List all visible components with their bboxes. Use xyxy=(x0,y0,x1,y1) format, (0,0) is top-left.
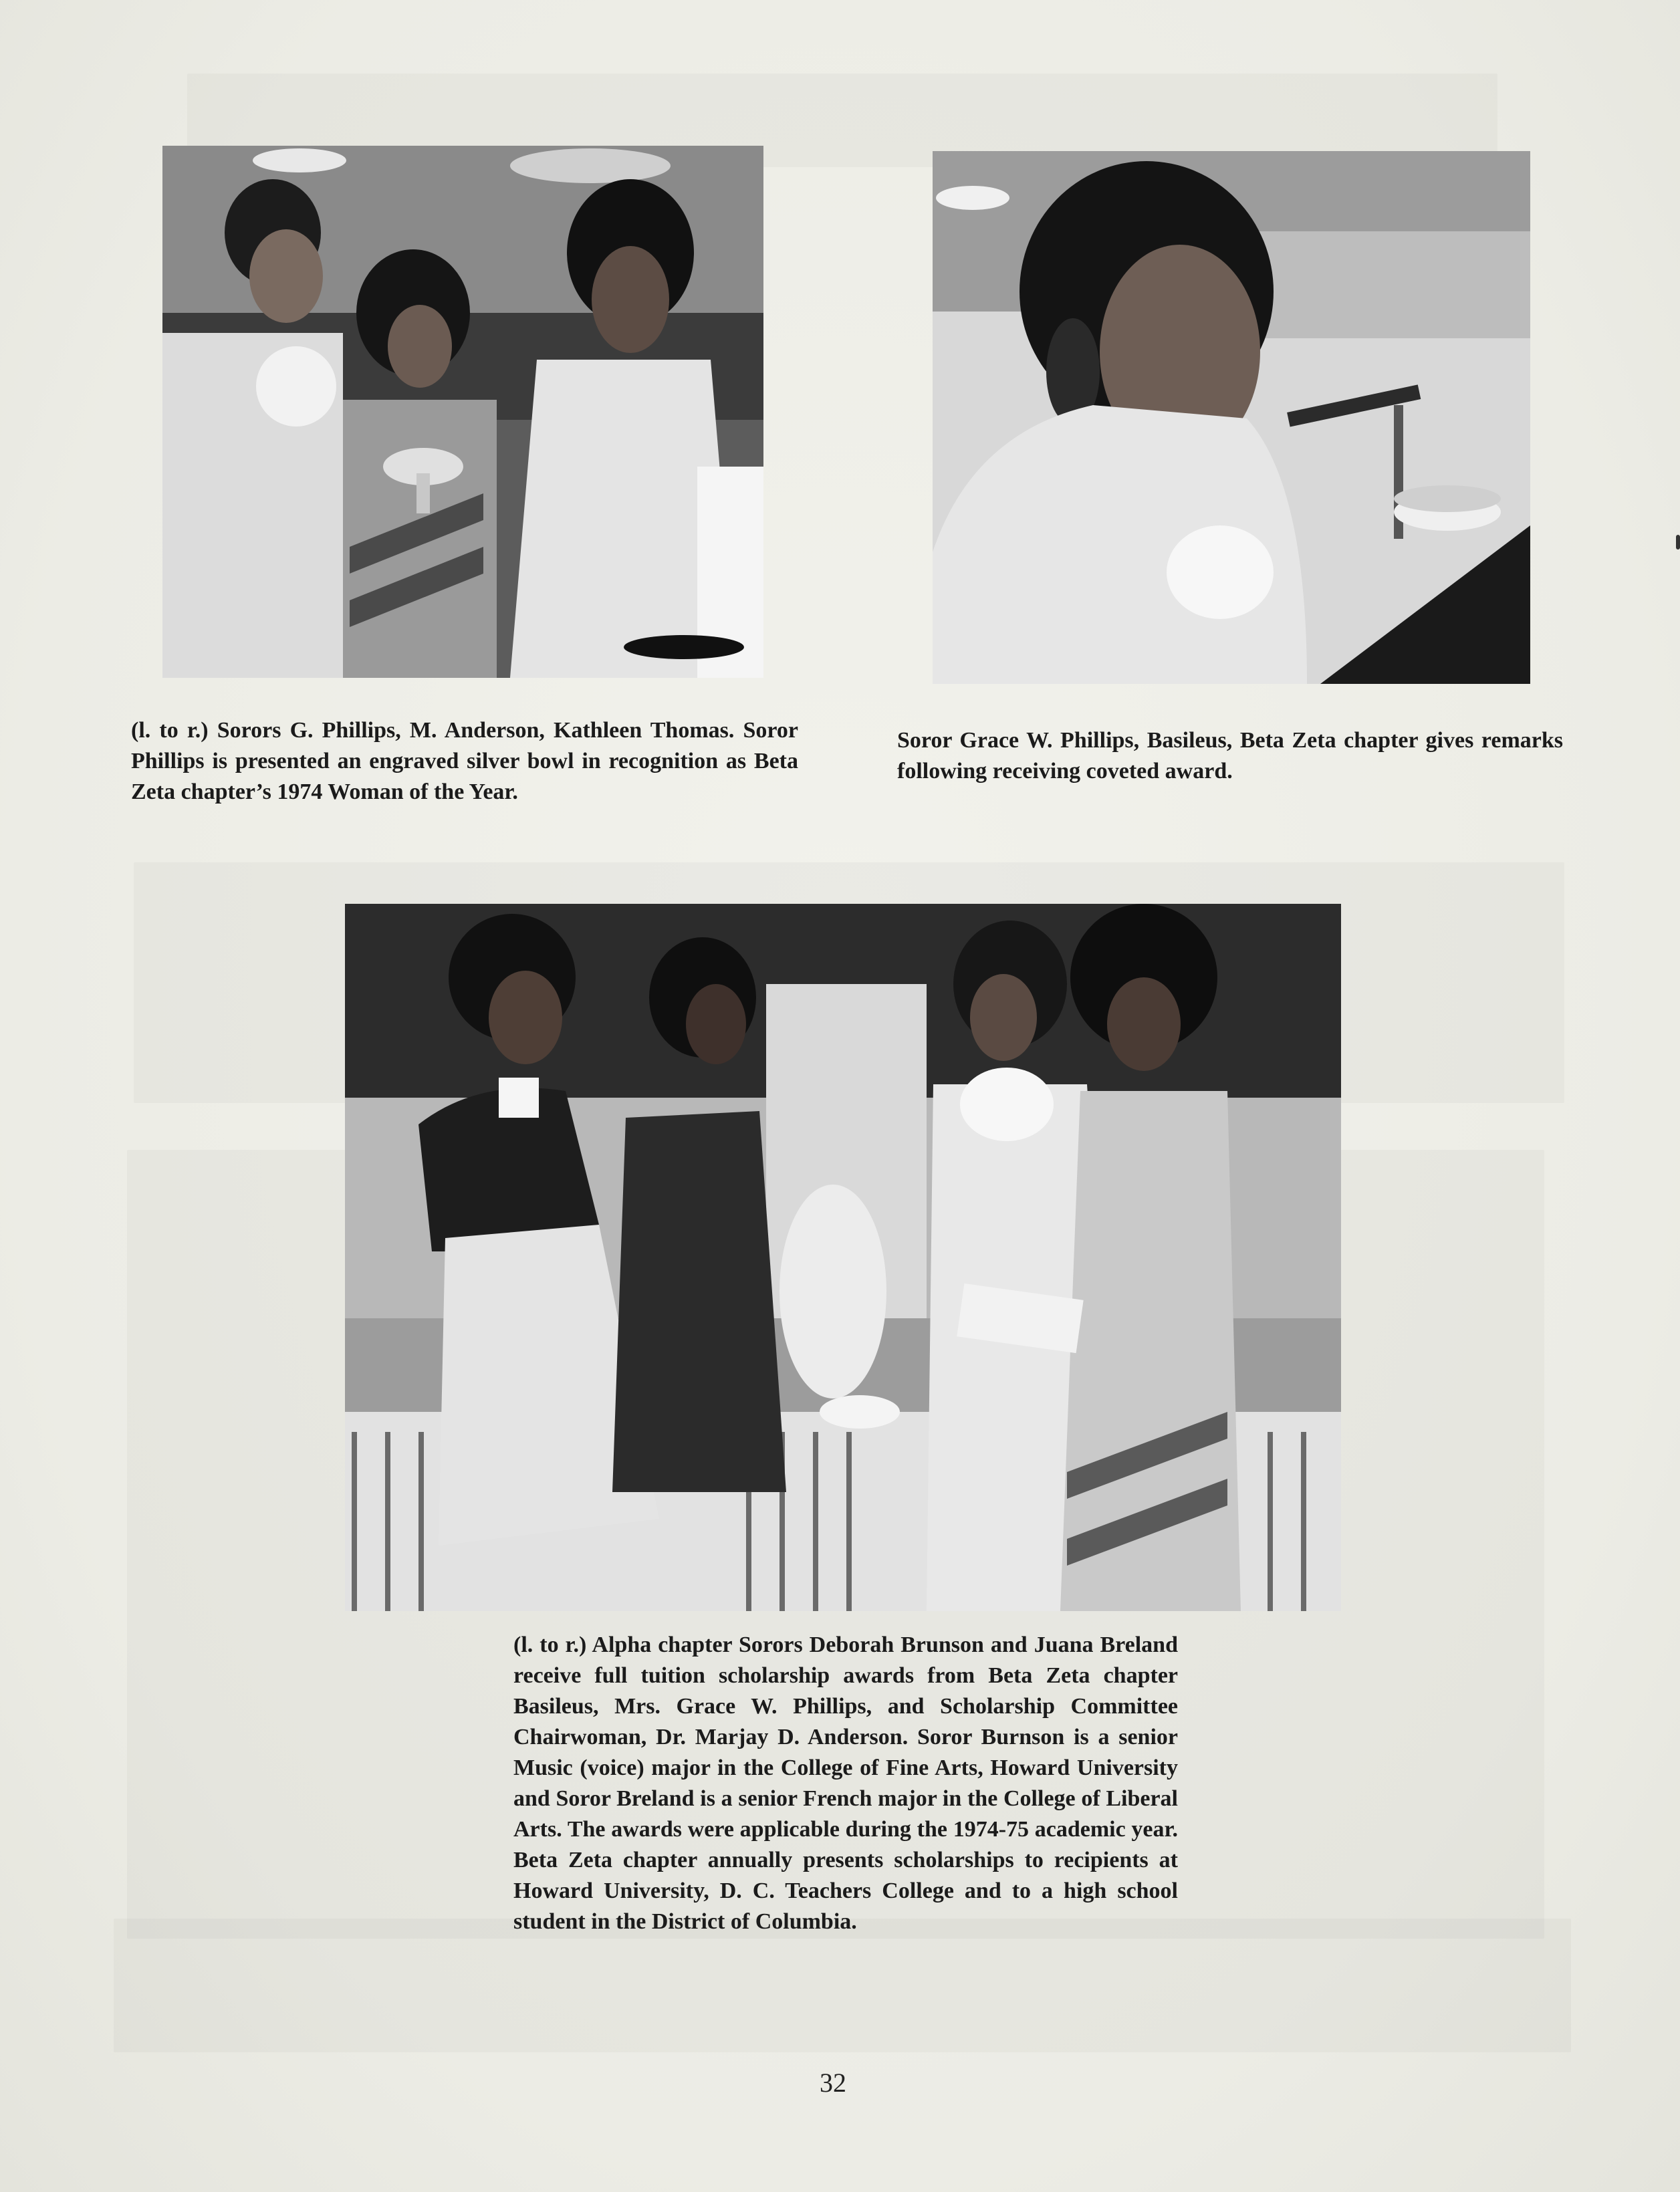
caption-scholarship: (l. to r.) Alpha chapter Sorors Deborah Brunson and Juana Breland receive full tuition scholarship awards from Beta Zeta chapter Basileus, Mrs. Grace W. Phillips, and Scholarship Committee Chairwoman, Dr. Marjay D. Anderson. Soror Burnson is a senior Music (voice) major in the College of Fine Arts, Howard University and Soror Breland is a senior French major in the College of Liberal Arts. The awards were applicable during the 1974-75 academic year. Beta Zeta chapter annually presents scholarships to recipients at Howard University, D. C. Teachers College and to a high school student in the District of Columbia. xyxy=(513,1632,1178,1934)
caption-speaker: Soror Grace W. Phillips, Basileus, Beta Zeta chapter gives remarks following receiving coveted award. xyxy=(897,728,1563,783)
award-presentation-image xyxy=(162,146,763,678)
page-number: 32 xyxy=(820,2068,846,2098)
caption-award-presentation: (l. to r.) Sorors G. Phillips, M. Anderson, Kathleen Thomas. Soror Phillips is presented an engraved silver bowl in recognition as Beta Zeta chapter’s 1974 Woman of the Year. xyxy=(131,718,798,804)
show-through-block xyxy=(114,1919,1571,2052)
photo-scholarship-handshake xyxy=(345,904,1341,1611)
scholarship-image xyxy=(345,904,1341,1611)
photo-award-presentation xyxy=(162,146,763,678)
page-edge-mark xyxy=(1676,535,1680,550)
photo-speaker-at-microphone xyxy=(933,151,1530,684)
speaker-image xyxy=(933,151,1530,684)
